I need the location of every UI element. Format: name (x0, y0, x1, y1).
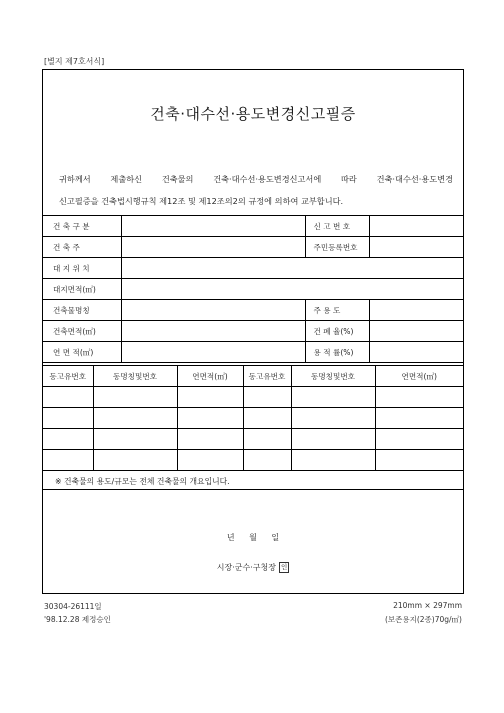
notice-word: 귀하께서 (59, 174, 91, 184)
table-cell[interactable] (291, 450, 375, 471)
form-number-tag: [별지 제7호서식] (44, 57, 105, 66)
table-cell[interactable] (93, 429, 177, 450)
site-area-label: 대지면적(㎡) (43, 279, 121, 300)
main-use-label: 주 용 도 (305, 300, 369, 321)
main-use-field[interactable] (369, 300, 463, 321)
building-info-table (43, 215, 463, 363)
site-location-label: 대 지 위 치 (43, 258, 121, 279)
page-title: 건축·대수선·용도변경신고필증 (150, 105, 356, 123)
table-cell[interactable] (43, 450, 93, 471)
table-row (43, 450, 463, 471)
building-area-field[interactable] (121, 321, 305, 342)
table-cell[interactable] (243, 387, 291, 408)
note-text: ※ 건축물의 용도/규모는 전체 건축물의 개요입니다. (55, 477, 230, 486)
table-row (43, 216, 463, 237)
notice-line-2: 신고필증을 건축법시행규칙 제12조 및 제12조의2의 규정에 의하여 교부합니다. (59, 196, 344, 206)
building-area-label: 건축면적(㎡) (43, 321, 121, 342)
column-header: 동명칭및번호 (291, 366, 375, 387)
site-area-field[interactable] (121, 279, 463, 300)
owner-label: 건 축 주 (43, 237, 121, 258)
building-units-table (43, 365, 463, 471)
table-cell[interactable] (177, 408, 243, 429)
floor-area-ratio-field[interactable] (369, 342, 463, 363)
issuer-line (43, 562, 463, 573)
issue-date-line: 년 월 일 (226, 533, 280, 542)
table-cell[interactable] (177, 450, 243, 471)
table-cell[interactable] (243, 450, 291, 471)
resident-number-field[interactable] (369, 237, 463, 258)
total-floor-area-field[interactable] (121, 342, 305, 363)
floor-area-ratio-label: 용 적 률(%) (305, 342, 369, 363)
table-cell[interactable] (375, 408, 463, 429)
table-cell[interactable] (93, 450, 177, 471)
table-row (43, 342, 463, 363)
table-row (43, 429, 463, 450)
resident-number-label: 주민등록번호 (305, 237, 369, 258)
table-cell[interactable] (291, 429, 375, 450)
table-cell[interactable] (375, 450, 463, 471)
table-cell[interactable] (291, 408, 375, 429)
notice-word: 따라 (341, 174, 357, 184)
table-cell[interactable] (375, 429, 463, 450)
table-cell[interactable] (243, 429, 291, 450)
table-cell[interactable] (43, 408, 93, 429)
notice-word: 건축·대수선·용도변경 (376, 174, 453, 184)
table-row (43, 237, 463, 258)
notice-paragraph (59, 168, 453, 212)
construction-type-field[interactable] (121, 216, 305, 237)
coverage-ratio-label: 건 폐 율(%) (305, 321, 369, 342)
table-cell[interactable] (375, 387, 463, 408)
table-cell[interactable] (243, 408, 291, 429)
table-row (43, 408, 463, 429)
construction-type-label: 건 축 구 분 (43, 216, 121, 237)
seal-mark: 인 (280, 563, 288, 571)
table-row (43, 300, 463, 321)
column-header: 동고유번호 (243, 366, 291, 387)
table-cell[interactable] (177, 429, 243, 450)
table-row (43, 258, 463, 279)
coverage-ratio-field[interactable] (369, 321, 463, 342)
paper-spec: (보존용지(2종)70g/㎡) (384, 615, 462, 624)
building-name-label: 건축물명칭 (43, 300, 121, 321)
report-number-field[interactable] (369, 216, 463, 237)
table-header-row (43, 366, 463, 387)
table-cell[interactable] (43, 429, 93, 450)
owner-field[interactable] (121, 237, 305, 258)
notice-word: 건축물의 (161, 174, 194, 184)
table-row (43, 387, 463, 408)
column-header: 동명칭및번호 (93, 366, 177, 387)
table-cell[interactable] (177, 387, 243, 408)
notice-word: 건축·대수선·용도변경신고서에 (213, 174, 322, 184)
table-cell[interactable] (43, 387, 93, 408)
table-cell[interactable] (291, 387, 375, 408)
table-row (43, 321, 463, 342)
notice-line-1 (59, 168, 453, 190)
table-cell[interactable] (93, 408, 177, 429)
building-name-field[interactable] (121, 300, 305, 321)
issuer-title: 시장·군수·구청장 (216, 563, 276, 572)
report-number-label: 신 고 번 호 (305, 216, 369, 237)
column-header: 연면적(㎡) (375, 366, 463, 387)
table-cell[interactable] (93, 387, 177, 408)
notice-word: 제출하신 (110, 174, 143, 184)
table-row (43, 279, 463, 300)
paper-size: 210mm × 297mm (393, 601, 462, 610)
column-header: 동고유번호 (43, 366, 93, 387)
column-header: 연면적(㎡) (177, 366, 243, 387)
form-code: 30304-26111일 (44, 602, 102, 611)
site-location-field[interactable] (121, 258, 463, 279)
approval-date: '98.12.28 제정승인 (44, 615, 111, 624)
certificate-frame (42, 69, 464, 594)
total-floor-area-label: 연 면 적(㎡) (43, 342, 121, 363)
